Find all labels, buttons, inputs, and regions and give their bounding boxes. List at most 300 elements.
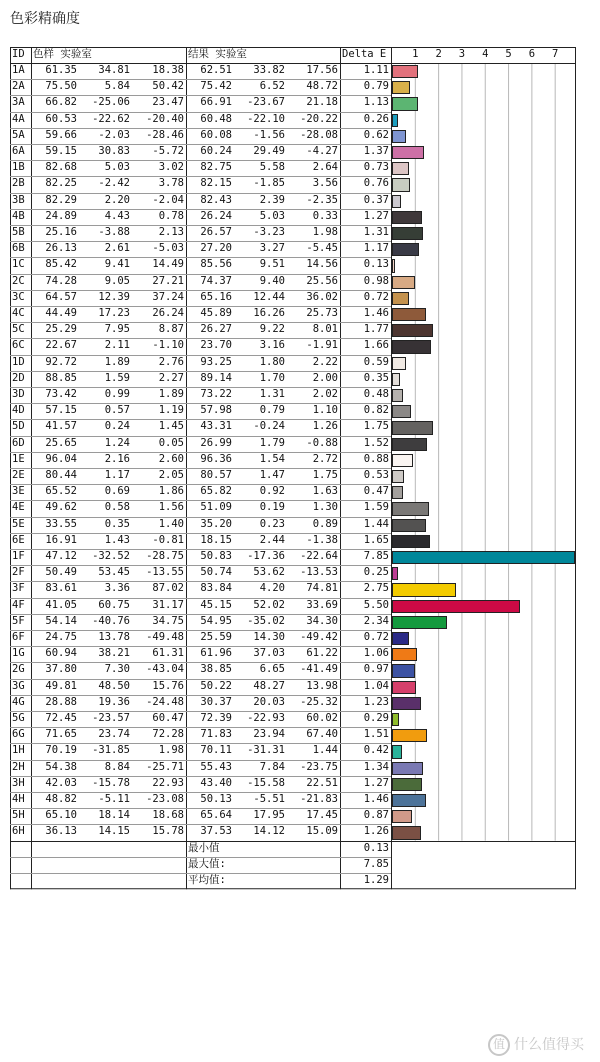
delta-e-value: 0.35: [363, 371, 389, 384]
row-id: 5F: [12, 614, 25, 627]
result-lab-value: 65.16: [200, 290, 232, 303]
sample-lab-value: 88.85: [45, 371, 77, 384]
row-id: 2F: [12, 566, 25, 579]
sample-lab-value: 59.66: [45, 128, 77, 141]
row-id: 1A: [12, 64, 25, 76]
row-id: 6F: [12, 631, 25, 643]
row-id: 4H: [12, 793, 25, 805]
delta-e-bar: [392, 794, 426, 807]
delta-e-value: 0.13: [363, 258, 389, 271]
sample-lab-value: -2.42: [98, 177, 130, 190]
sample-lab-value: 26.24: [152, 307, 184, 319]
result-lab-value: 25.56: [306, 274, 338, 287]
result-lab-value: 62.51: [200, 64, 232, 76]
sample-lab-value: -3.88: [98, 226, 130, 238]
sample-lab-value: 1.56: [158, 501, 184, 514]
row-id: 5B: [12, 226, 25, 238]
delta-e-value: 0.87: [363, 809, 389, 822]
sample-lab-value: 57.15: [45, 404, 77, 417]
delta-e-bar: [392, 535, 430, 548]
result-lab-value: 8.01: [312, 323, 338, 336]
delta-e-bar: [392, 632, 409, 645]
result-lab-value: 5.03: [259, 209, 285, 222]
result-lab-value: 0.19: [259, 501, 285, 514]
result-lab-value: 57.98: [200, 404, 232, 417]
sample-lab-value: 92.72: [45, 355, 77, 368]
result-lab-value: 72.39: [200, 712, 232, 724]
delta-e-bar: [392, 130, 406, 143]
delta-e-bar: [392, 373, 400, 386]
result-lab-value: -1.38: [306, 533, 338, 546]
result-lab-value: 7.84: [259, 760, 285, 773]
result-lab-value: 75.42: [200, 80, 232, 93]
row-id: 3H: [12, 776, 25, 789]
sample-lab-value: 41.05: [45, 598, 77, 611]
sample-lab-value: 18.14: [98, 809, 130, 822]
row-id: 6A: [12, 145, 25, 157]
sample-lab-value: 64.57: [45, 290, 77, 303]
delta-e-bar: [392, 681, 416, 694]
color-accuracy-table: [10, 47, 576, 1047]
sample-lab-value: 82.68: [45, 161, 77, 174]
sample-lab-value: 60.94: [45, 647, 77, 660]
sample-lab-value: 23.47: [152, 96, 184, 109]
sample-lab-value: 24.89: [45, 209, 77, 222]
result-lab-value: 14.56: [306, 258, 338, 271]
result-lab-value: 0.89: [312, 517, 338, 530]
sample-lab-value: 34.75: [152, 614, 184, 627]
delta-e-value: 1.59: [363, 501, 389, 514]
axis-tick-label: 3: [458, 48, 466, 60]
sample-lab-value: 42.03: [45, 776, 77, 789]
delta-e-bar: [392, 762, 423, 775]
sample-lab-value: -28.46: [146, 128, 184, 141]
delta-e-value: 1.06: [363, 647, 389, 660]
sample-lab-value: -40.76: [92, 614, 130, 627]
sample-lab-value: 25.16: [45, 226, 77, 238]
row-id: 3A: [12, 96, 25, 109]
sample-lab-value: 65.52: [45, 485, 77, 498]
row-id: 1D: [12, 355, 25, 368]
sample-lab-value: 2.13: [158, 226, 184, 238]
result-lab-value: 2.39: [259, 193, 285, 206]
result-lab-value: 45.89: [200, 307, 232, 319]
sample-lab-value: 41.57: [45, 420, 77, 433]
result-lab-value: 14.30: [253, 631, 285, 643]
result-lab-value: -0.88: [306, 436, 338, 449]
sample-lab-value: 24.75: [45, 631, 77, 643]
sample-lab-value: 71.65: [45, 728, 77, 741]
summary-value: 7.85: [363, 857, 389, 870]
delta-e-bar: [392, 114, 398, 127]
result-lab-value: -22.93: [247, 712, 285, 724]
sample-lab-value: 72.45: [45, 712, 77, 724]
delta-e-value: 0.47: [363, 485, 389, 498]
result-lab-value: -28.08: [300, 128, 338, 141]
result-lab-value: -4.27: [306, 145, 338, 157]
sample-lab-value: 2.76: [158, 355, 184, 368]
header-sample: 色样 实验室: [33, 48, 92, 60]
sample-lab-value: 8.87: [158, 323, 184, 336]
delta-e-value: 7.85: [363, 550, 389, 562]
result-lab-value: -21.83: [300, 793, 338, 805]
result-lab-value: 96.36: [200, 452, 232, 465]
row-id: 2C: [12, 274, 25, 287]
result-lab-value: 50.22: [200, 679, 232, 692]
result-lab-value: 5.58: [259, 161, 285, 174]
result-lab-value: 1.31: [259, 388, 285, 400]
result-lab-value: 9.22: [259, 323, 285, 336]
result-lab-value: -13.53: [300, 566, 338, 579]
sample-lab-value: 19.36: [98, 695, 130, 708]
delta-e-value: 0.88: [363, 452, 389, 465]
sample-lab-value: 49.62: [45, 501, 77, 514]
delta-e-bar: [392, 551, 575, 564]
result-lab-value: 0.92: [259, 485, 285, 498]
delta-e-value: 0.48: [363, 388, 389, 400]
result-lab-value: -1.85: [253, 177, 285, 190]
delta-e-value: 0.53: [363, 469, 389, 481]
sample-lab-value: 1.98: [158, 744, 184, 757]
sample-lab-value: 44.49: [45, 307, 77, 319]
sample-lab-value: 14.49: [152, 258, 184, 271]
delta-e-value: 1.44: [363, 517, 389, 530]
result-lab-value: 6.65: [259, 663, 285, 676]
delta-e-bar: [392, 292, 409, 305]
result-lab-value: 60.24: [200, 145, 232, 157]
delta-e-value: 1.65: [363, 533, 389, 546]
delta-e-value: 0.82: [363, 404, 389, 417]
result-lab-value: 1.47: [259, 469, 285, 481]
row-id: 6B: [12, 242, 25, 255]
sample-lab-value: 54.14: [45, 614, 77, 627]
delta-e-value: 0.98: [363, 274, 389, 287]
result-lab-value: -22.10: [247, 112, 285, 125]
sample-lab-value: 50.49: [45, 566, 77, 579]
sample-lab-value: 1.43: [104, 533, 130, 546]
result-lab-value: 12.44: [253, 290, 285, 303]
result-lab-value: 2.64: [312, 161, 338, 174]
result-lab-value: 30.37: [200, 695, 232, 708]
sample-lab-value: 15.76: [152, 679, 184, 692]
sample-lab-value: 15.78: [152, 825, 184, 838]
result-lab-value: 50.83: [200, 550, 232, 562]
delta-e-bar: [392, 195, 401, 208]
delta-e-value: 0.29: [363, 712, 389, 724]
row-id: 1H: [12, 744, 25, 757]
row-id: 3F: [12, 582, 25, 595]
result-lab-value: -49.42: [300, 631, 338, 643]
result-lab-value: 2.44: [259, 533, 285, 546]
result-lab-value: 74.81: [306, 582, 338, 595]
sample-lab-value: 0.58: [104, 501, 130, 514]
page-title: 色彩精确度: [10, 11, 80, 27]
sample-lab-value: 1.59: [104, 371, 130, 384]
sample-lab-value: 25.29: [45, 323, 77, 336]
sample-lab-value: 0.35: [104, 517, 130, 530]
axis-tick-label: 2: [435, 48, 442, 60]
row-id: 6H: [12, 825, 25, 838]
axis-tick-label: 6: [528, 48, 536, 60]
result-lab-value: 0.79: [259, 404, 285, 417]
result-lab-value: 1.75: [312, 469, 338, 481]
delta-e-bar: [392, 276, 415, 289]
row-id: 5C: [12, 323, 25, 336]
delta-e-bar: [392, 616, 447, 629]
delta-e-value: 1.51: [363, 728, 389, 741]
result-lab-value: -41.49: [300, 663, 338, 676]
sample-lab-value: 2.20: [104, 193, 130, 206]
delta-e-bar: [392, 567, 398, 580]
delta-e-value: 1.52: [363, 436, 389, 449]
result-lab-value: -25.32: [300, 695, 338, 708]
delta-e-value: 0.79: [363, 80, 389, 93]
axis-tick-label: 4: [482, 48, 489, 60]
axis-tick-label: 5: [505, 48, 512, 60]
sample-lab-value: 65.10: [45, 809, 77, 822]
sample-lab-value: 85.42: [45, 258, 77, 271]
sample-lab-value: 54.38: [45, 760, 77, 773]
result-lab-value: -3.23: [253, 226, 285, 238]
delta-e-value: 0.59: [363, 355, 389, 368]
result-lab-value: 67.40: [306, 728, 338, 741]
watermark-text: 什么值得买: [514, 1037, 584, 1053]
result-lab-value: 65.82: [200, 485, 232, 498]
delta-e-value: 0.26: [363, 112, 389, 125]
sample-lab-value: -31.85: [92, 744, 130, 757]
delta-e-value: 1.13: [363, 96, 389, 109]
delta-e-bar: [392, 227, 423, 240]
result-lab-value: 1.79: [259, 436, 285, 449]
sample-lab-value: -24.48: [146, 695, 184, 708]
row-id: 1F: [12, 550, 25, 562]
result-lab-value: 70.11: [200, 744, 232, 757]
row-id: 1C: [12, 258, 25, 271]
result-lab-value: 2.02: [312, 388, 338, 400]
sample-lab-value: 0.57: [104, 404, 130, 417]
result-lab-value: 29.49: [253, 145, 285, 157]
result-lab-value: 48.72: [306, 80, 338, 93]
sample-lab-value: -23.57: [92, 712, 130, 724]
sample-lab-value: 60.53: [45, 112, 77, 125]
summary-value: 1.29: [363, 874, 389, 886]
header-result: 结果 实验室: [188, 48, 247, 60]
result-lab-value: -1.56: [253, 128, 285, 141]
sample-lab-value: -5.11: [98, 793, 130, 805]
row-id: 2B: [12, 177, 25, 190]
result-lab-value: 16.26: [253, 307, 285, 319]
result-lab-value: -23.67: [247, 96, 285, 109]
result-lab-value: 45.15: [200, 598, 232, 611]
delta-e-value: 1.04: [363, 679, 389, 692]
sample-lab-value: -2.03: [98, 128, 130, 141]
result-lab-value: 37.03: [253, 647, 285, 660]
sample-lab-value: 0.05: [158, 436, 184, 449]
delta-e-bar: [392, 583, 456, 596]
result-lab-value: -35.02: [247, 614, 285, 627]
result-lab-value: 21.18: [306, 96, 338, 109]
result-lab-value: 6.52: [259, 80, 285, 93]
sample-lab-value: -1.10: [152, 339, 184, 352]
result-lab-value: 26.27: [200, 323, 232, 336]
result-lab-value: 60.08: [200, 128, 232, 141]
delta-e-bar: [392, 648, 417, 661]
sample-lab-value: 2.05: [158, 469, 184, 481]
sample-lab-value: 18.38: [152, 64, 184, 76]
delta-e-bar: [392, 810, 412, 823]
result-lab-value: -5.45: [306, 242, 338, 255]
delta-e-bar: [392, 697, 421, 710]
row-id: 5A: [12, 128, 25, 141]
row-id: 5G: [12, 712, 25, 724]
sample-lab-value: 0.24: [104, 420, 130, 433]
sample-lab-value: 0.99: [104, 388, 130, 400]
sample-lab-value: 82.25: [45, 177, 77, 190]
row-id: 2E: [12, 469, 25, 481]
delta-e-value: 0.73: [363, 161, 389, 174]
result-lab-value: -20.22: [300, 112, 338, 125]
delta-e-bar: [392, 97, 418, 110]
header-id: ID: [12, 48, 25, 60]
sample-lab-value: 3.36: [104, 582, 130, 595]
sample-lab-value: 1.17: [104, 469, 130, 481]
delta-e-bar: [392, 162, 409, 175]
delta-e-bar: [392, 405, 411, 418]
result-lab-value: 13.98: [306, 679, 338, 692]
result-lab-value: 3.27: [259, 242, 285, 255]
result-lab-value: 33.69: [306, 598, 338, 611]
result-lab-value: -17.36: [247, 550, 285, 562]
sample-lab-value: -28.75: [146, 550, 184, 562]
delta-e-value: 0.97: [363, 663, 389, 676]
sample-lab-value: 23.74: [98, 728, 130, 741]
header-delta-e: Delta E: [342, 48, 387, 60]
result-lab-value: 1.63: [312, 485, 338, 498]
row-id: 6D: [12, 436, 25, 449]
delta-e-value: 2.34: [363, 614, 389, 627]
result-lab-value: 61.22: [306, 647, 338, 660]
result-lab-value: 36.02: [306, 290, 338, 303]
result-lab-value: 65.64: [200, 809, 232, 822]
result-lab-value: 2.22: [312, 355, 338, 368]
axis-tick-label: 1: [412, 48, 419, 60]
summary-label: 最小值: [188, 841, 220, 854]
summary-value: 0.13: [363, 841, 389, 854]
sample-lab-value: 13.78: [98, 631, 130, 643]
row-id: 4F: [12, 598, 25, 611]
sample-lab-value: 27.21: [152, 274, 184, 287]
row-id: 1B: [12, 161, 25, 174]
result-lab-value: 35.20: [200, 517, 232, 530]
sample-lab-value: 70.19: [45, 744, 77, 757]
delta-e-bar: [392, 470, 404, 483]
delta-e-value: 1.75: [363, 420, 389, 433]
delta-e-bar: [392, 713, 399, 726]
sample-lab-value: 4.43: [104, 209, 130, 222]
delta-e-value: 1.34: [363, 760, 389, 773]
sample-lab-value: 0.69: [104, 485, 130, 498]
delta-e-value: 0.25: [363, 566, 389, 579]
sample-lab-value: 37.80: [45, 663, 77, 676]
result-lab-value: 82.75: [200, 161, 232, 174]
sample-lab-value: -13.55: [146, 566, 184, 579]
delta-e-bar: [392, 259, 395, 272]
result-lab-value: 22.51: [306, 776, 338, 789]
result-lab-value: 20.03: [253, 695, 285, 708]
delta-e-bar: [392, 454, 413, 467]
sample-lab-value: 48.82: [45, 793, 77, 805]
result-lab-value: 74.37: [200, 274, 232, 287]
result-lab-value: 50.74: [200, 566, 232, 579]
result-lab-value: 93.25: [200, 355, 232, 368]
sample-lab-value: 1.24: [104, 436, 130, 449]
delta-e-value: 1.31: [363, 226, 389, 238]
sample-lab-value: 8.84: [104, 760, 130, 773]
result-lab-value: 1.10: [312, 404, 338, 417]
row-id: 3C: [12, 290, 25, 303]
delta-e-value: 0.76: [363, 177, 389, 190]
delta-e-bar: [392, 243, 419, 256]
delta-e-value: 2.75: [363, 582, 389, 595]
result-lab-value: 1.54: [259, 452, 285, 465]
result-lab-value: 52.02: [253, 598, 285, 611]
delta-e-value: 1.26: [363, 825, 389, 838]
result-lab-value: 1.44: [312, 744, 338, 757]
sample-lab-value: -5.03: [152, 242, 184, 255]
delta-e-bar: [392, 357, 406, 370]
delta-e-value: 0.37: [363, 193, 389, 206]
sample-lab-value: 3.78: [158, 177, 184, 190]
result-lab-value: -22.64: [300, 550, 338, 562]
result-lab-value: -23.75: [300, 760, 338, 773]
delta-e-bar: [392, 178, 410, 191]
sample-lab-value: -15.78: [92, 776, 130, 789]
result-lab-value: 1.26: [312, 420, 338, 433]
delta-e-bar: [392, 745, 402, 758]
row-id: 4A: [12, 112, 25, 125]
sample-lab-value: 74.28: [45, 274, 77, 287]
result-lab-value: 85.56: [200, 258, 232, 271]
result-lab-value: 61.96: [200, 647, 232, 660]
watermark: [488, 1034, 584, 1056]
sample-lab-value: 36.13: [45, 825, 77, 838]
result-lab-value: 33.82: [253, 64, 285, 76]
result-lab-value: 26.24: [200, 209, 232, 222]
sample-lab-value: 17.23: [98, 307, 130, 319]
sample-lab-value: 50.42: [152, 80, 184, 93]
sample-lab-value: 53.45: [98, 566, 130, 579]
delta-e-bar: [392, 729, 427, 742]
row-id: 5D: [12, 420, 25, 433]
row-id: 5E: [12, 517, 25, 530]
row-id: 3E: [12, 485, 25, 498]
sample-lab-value: 87.02: [152, 582, 184, 595]
result-lab-value: 0.23: [259, 517, 285, 530]
result-lab-value: 18.15: [200, 533, 232, 546]
delta-e-value: 0.42: [363, 744, 389, 757]
result-lab-value: 83.84: [200, 582, 232, 595]
sample-lab-value: 60.75: [98, 598, 130, 611]
row-id: 5H: [12, 809, 25, 822]
result-lab-value: 53.62: [253, 566, 285, 579]
delta-e-bar: [392, 778, 422, 791]
sample-lab-value: -43.04: [146, 663, 184, 676]
summary-label: 最大值:: [188, 857, 226, 870]
summary-label: 平均值:: [188, 874, 226, 886]
row-id: 4C: [12, 307, 25, 319]
sample-lab-value: 18.68: [152, 809, 184, 822]
delta-e-bar: [392, 600, 520, 613]
